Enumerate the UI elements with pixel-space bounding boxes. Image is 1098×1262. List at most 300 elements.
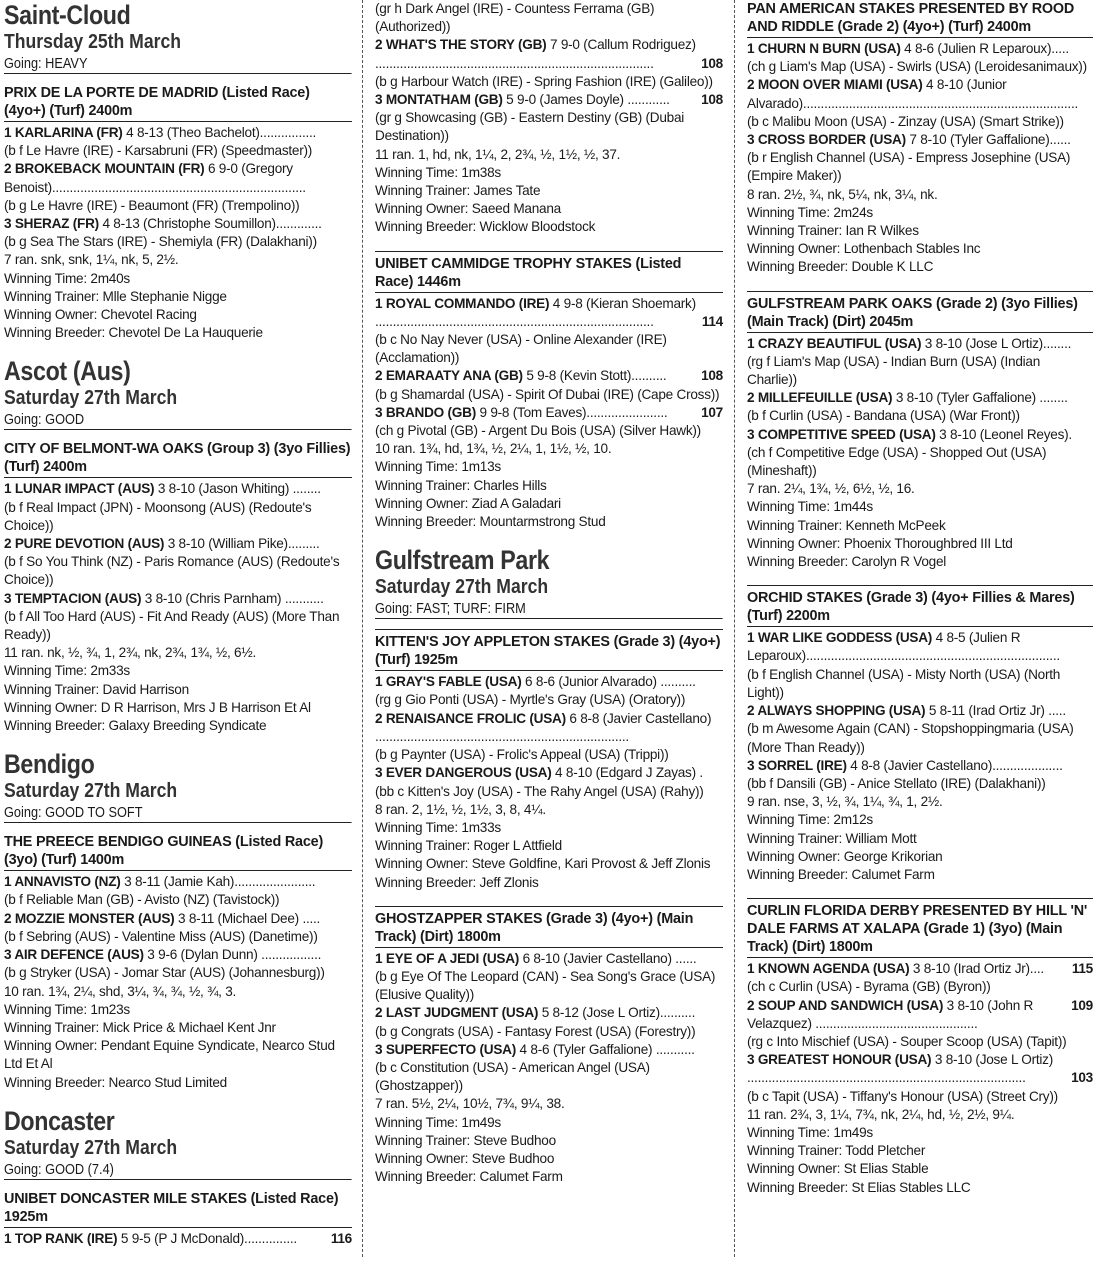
result-line bbox=[375, 1095, 723, 1113]
result-line bbox=[4, 324, 352, 342]
race-title: GHOSTZAPPER STAKES (Grade 3) (4yo+) (Main Track) (Dirt) 1800m bbox=[375, 906, 723, 948]
result-line bbox=[375, 109, 723, 145]
race-title: CITY OF BELMONT-WA OAKS (Group 3) (3yo Fillies) (Turf) 2400m bbox=[4, 440, 352, 478]
result-text: 8 ran. 2, 1½, ½, 1½, 3, 8, 4¼. bbox=[375, 801, 546, 817]
result-line bbox=[4, 964, 352, 982]
result-line bbox=[747, 1106, 1093, 1124]
result-text: Winning Time: 1m38s bbox=[375, 164, 501, 180]
result-text: 4 8-5 (Julien R Leparoux)........................................................................ bbox=[747, 630, 1060, 664]
result-text: 3 8-10 (Jose L Ortiz) bbox=[931, 1052, 1053, 1068]
race-result bbox=[375, 0, 723, 237]
horse-name: 2 RENAISANCE FROLIC (USA) bbox=[375, 710, 566, 726]
result-line bbox=[747, 1179, 1093, 1197]
result-text: Winning Owner: Saeed Manana bbox=[375, 201, 561, 217]
finisher-line bbox=[375, 764, 723, 782]
result-text: 6 8-6 (Junior Alvarado) .......... bbox=[521, 674, 696, 690]
result-line bbox=[375, 73, 723, 91]
race-result bbox=[4, 84, 352, 342]
venue-name: Ascot (Aus) bbox=[4, 356, 131, 387]
race-title: UNIBET CAMMIDGE TROPHY STAKES (Listed Race) 1446m bbox=[375, 251, 723, 293]
result-line bbox=[375, 422, 723, 440]
result-line bbox=[747, 407, 1093, 425]
horse-name: 1 CHURN N BURN (USA) bbox=[747, 41, 901, 56]
result-line bbox=[747, 113, 1093, 131]
meeting-date: Saturday 27th March bbox=[375, 576, 549, 599]
horse-name: 1 GRAY'S FABLE (USA) bbox=[375, 674, 522, 690]
finisher-line bbox=[747, 997, 1093, 1033]
result-line bbox=[375, 164, 723, 182]
result-line bbox=[4, 142, 352, 160]
result-text: 6 9-0 (Gregory Benoist)........................................................................ bbox=[4, 161, 306, 195]
going-label: Going: GOOD TO SOFT bbox=[4, 803, 352, 823]
finisher-line bbox=[4, 946, 352, 964]
result-line bbox=[375, 1114, 723, 1132]
result-line bbox=[375, 218, 723, 236]
result-text: (ch g Pivotal (GB) - Argent Du Bois (USA) (Silver Hawk)) bbox=[375, 423, 701, 439]
result-text: Winning Breeder: Calumet Farm bbox=[375, 1169, 563, 1185]
result-line bbox=[375, 1150, 723, 1168]
finisher-line bbox=[4, 215, 352, 233]
result-text: 7 8-10 (Tyler Gaffalione)...... bbox=[905, 132, 1071, 148]
horse-name: 3 AIR DEFENCE (AUS) bbox=[4, 947, 144, 963]
finisher-line bbox=[4, 480, 352, 498]
result-line bbox=[747, 1088, 1093, 1106]
result-text: (b g Paynter (USA) - Frolic's Appeal (USA) (Trippi)) bbox=[375, 747, 669, 763]
rating-value: 109 bbox=[1071, 997, 1093, 1013]
result-text: Winning Owner: Phoenix Thoroughbred III Ltd bbox=[747, 535, 1013, 551]
result-line bbox=[375, 691, 723, 709]
result-text: (b g Harbour Watch (IRE) - Spring Fashion (IRE) (Galileo)) bbox=[375, 73, 713, 89]
race-result bbox=[747, 291, 1093, 572]
horse-name: 1 LUNAR IMPACT (AUS) bbox=[4, 481, 155, 497]
result-text: (b g Sea The Stars (IRE) - Shemiyla (FR) (Dalakhani)) bbox=[4, 234, 317, 250]
result-text: Winning Time: 1m49s bbox=[375, 1114, 501, 1130]
result-text: (rg c Into Mischief (USA) - Souper Scoop (USA) (Tapit)) bbox=[747, 1033, 1067, 1049]
result-line bbox=[375, 0, 723, 36]
result-text: 11 ran. 1, hd, nk, 1¼, 2, 2¾, ½, 1½, ½, 37. bbox=[375, 146, 621, 162]
race-result bbox=[4, 440, 352, 735]
rating-value: 108 bbox=[701, 55, 723, 71]
finisher-line bbox=[375, 404, 723, 422]
result-line bbox=[747, 848, 1093, 866]
result-text: (ch f Competitive Edge (USA) - Shopped Out (USA) (Mineshaft)) bbox=[747, 444, 1047, 479]
result-text: (bb f Dansili (GB) - Anice Stellato (IRE) (Dalakhani)) bbox=[747, 775, 1046, 791]
result-line bbox=[747, 720, 1093, 756]
result-text: Winning Breeder: Jeff Zlonis bbox=[375, 874, 539, 890]
meeting-header bbox=[375, 545, 723, 619]
result-line bbox=[4, 306, 352, 324]
race-title: PRIX DE LA PORTE DE MADRID (Listed Race) (4yo+) (Turf) 2400m bbox=[4, 84, 352, 122]
horse-name: 3 EVER DANGEROUS (USA) bbox=[375, 765, 552, 781]
race-result bbox=[747, 898, 1093, 1197]
result-text: 3 8-10 (John R Velazquez) .............................................. bbox=[747, 997, 1034, 1031]
result-line bbox=[747, 666, 1093, 702]
result-text: Winning Owner: Steve Goldfine, Kari Provost & Jeff Zlonis bbox=[375, 856, 711, 872]
result-text: 3 8-10 (Irad Ortiz Jr).... bbox=[909, 961, 1044, 977]
race-title: GULFSTREAM PARK OAKS (Grade 2) (3yo Fillies) (Main Track) (Dirt) 2045m bbox=[747, 291, 1093, 333]
horse-name: 1 CRAZY BEAUTIFUL (USA) bbox=[747, 335, 922, 351]
result-line bbox=[375, 55, 723, 73]
result-text: Winning Trainer: Ian R Wilkes bbox=[747, 223, 919, 239]
result-text: (b g Stryker (USA) - Jomar Star (AUS) (Johannesburg)) bbox=[4, 965, 325, 981]
meeting-date: Thursday 25th March bbox=[4, 31, 182, 53]
result-line bbox=[375, 440, 723, 458]
result-text: Winning Owner: George Krikorian bbox=[747, 848, 943, 864]
result-line bbox=[747, 258, 1093, 276]
result-text: Winning Time: 2m40s bbox=[4, 270, 130, 286]
result-text: Winning Owner: St Elias Stable bbox=[747, 1161, 929, 1177]
result-line bbox=[747, 222, 1093, 240]
horse-name: 2 ALWAYS SHOPPING (USA) bbox=[747, 703, 926, 719]
meeting-header bbox=[4, 0, 352, 74]
result-text: Winning Trainer: Charles Hills bbox=[375, 477, 547, 493]
result-line bbox=[375, 783, 723, 801]
horse-name: 1 WAR LIKE GODDESS (USA) bbox=[747, 630, 933, 646]
results-column-2 bbox=[375, 0, 723, 1200]
horse-name: 2 MOON OVER MIAMI (USA) bbox=[747, 77, 923, 93]
result-text: ............................................................................... bbox=[747, 1070, 1026, 1086]
horse-name: 1 EYE OF A JEDI (USA) bbox=[375, 950, 520, 966]
result-text: (b f All Too Hard (AUS) - Fit And Ready (AUS) (More Than Ready)) bbox=[4, 608, 340, 643]
result-line bbox=[375, 1059, 723, 1095]
result-line bbox=[375, 968, 723, 1004]
result-line bbox=[4, 681, 352, 699]
result-line bbox=[375, 837, 723, 855]
result-line bbox=[4, 1001, 352, 1019]
result-line bbox=[747, 204, 1093, 222]
result-text: 8 ran. 2½, ¾, nk, 5¼, nk, 3¼, nk. bbox=[747, 186, 938, 202]
finisher-line bbox=[375, 36, 723, 54]
result-text: 5 9-8 (Kevin Stott).......... bbox=[522, 368, 667, 384]
result-text: (ch c Curlin (USA) - Byrama (GB) (Byron)) bbox=[747, 979, 991, 995]
result-text: Winning Trainer: Mick Price & Michael Kent Jnr bbox=[4, 1019, 276, 1035]
result-text: Winning Breeder: Galaxy Breeding Syndicate bbox=[4, 718, 267, 734]
result-text: 3 8-10 (Chris Parnham) ........... bbox=[141, 590, 324, 606]
result-text: 9 ran. nse, 3, ½, ¾, 1¼, ¾, 1, 2½. bbox=[747, 794, 943, 810]
horse-name: 2 SOUP AND SANDWICH (USA) bbox=[747, 997, 944, 1013]
result-line bbox=[747, 240, 1093, 258]
result-text: Winning Time: 2m12s bbox=[747, 812, 873, 828]
meeting-header bbox=[4, 749, 352, 823]
result-text: (b f Real Impact (JPN) - Moonsong (AUS) (Redoute's Choice)) bbox=[4, 499, 312, 533]
result-line bbox=[375, 513, 723, 531]
result-text: Winning Owner: Ziad A Galadari bbox=[375, 495, 561, 511]
result-text: (b c Malibu Moon (USA) - Zinzay (USA) (Smart Strike)) bbox=[747, 113, 1064, 129]
result-text: 4 8-13 (Christophe Soumillon)............. bbox=[98, 216, 322, 232]
horse-name: 2 LAST JUDGMENT (USA) bbox=[375, 1005, 539, 1021]
race-result bbox=[747, 585, 1093, 884]
horse-name: 2 BROKEBACK MOUNTAIN (FR) bbox=[4, 161, 205, 177]
horse-name: 3 COMPETITIVE SPEED (USA) bbox=[747, 426, 936, 442]
finisher-line bbox=[375, 673, 723, 691]
result-line bbox=[4, 1037, 352, 1073]
result-text: Winning Breeder: Wicklow Bloodstock bbox=[375, 219, 596, 235]
race-result bbox=[375, 251, 723, 532]
result-line bbox=[747, 1142, 1093, 1160]
rating-value: 108 bbox=[701, 92, 723, 108]
meeting-date: Saturday 27th March bbox=[4, 780, 178, 803]
finisher-line bbox=[4, 160, 352, 196]
finisher-line bbox=[747, 335, 1093, 353]
result-line bbox=[4, 233, 352, 251]
result-text: Winning Breeder: Carolyn R Vogel bbox=[747, 554, 947, 570]
result-text: Winning Trainer: Roger L Attfield bbox=[375, 838, 562, 854]
result-text: Winning Trainer: Mlle Stephanie Nigge bbox=[4, 288, 227, 304]
result-text: 9 9-8 (Tom Eaves)....................... bbox=[475, 404, 668, 420]
result-line bbox=[375, 1168, 723, 1186]
result-line bbox=[4, 891, 352, 909]
result-text: 3 8-10 (Leonel Reyes). bbox=[935, 426, 1072, 442]
result-line bbox=[747, 58, 1093, 76]
race-title: KITTEN'S JOY APPLETON STAKES (Grade 3) (4yo+) (Turf) 1925m bbox=[375, 629, 723, 671]
result-line bbox=[747, 535, 1093, 553]
result-text: 5 8-11 (Irad Ortiz Jr) ..... bbox=[925, 703, 1066, 719]
result-text: (b c No Nay Never (USA) - Online Alexander (IRE) (Acclamation)) bbox=[375, 332, 667, 366]
result-line bbox=[4, 288, 352, 306]
meeting-date: Saturday 27th March bbox=[4, 1136, 178, 1159]
result-text: 7 ran. 2¼, 1¾, ½, 6½, ½, 16. bbox=[747, 481, 915, 497]
result-text: 5 9-0 (James Doyle) ............ bbox=[502, 92, 670, 108]
result-text: ............................................................................... bbox=[375, 313, 654, 329]
result-line bbox=[4, 270, 352, 288]
result-text: Winning Breeder: Double K LLC bbox=[747, 259, 934, 275]
result-line bbox=[4, 251, 352, 269]
finisher-line bbox=[375, 950, 723, 968]
result-text: 10 ran. 1¾, hd, 1¾, ½, 2¼, 1, 1½, ½, 10. bbox=[375, 441, 612, 457]
going-label: Going: FAST; TURF: FIRM bbox=[375, 599, 723, 619]
result-text: Winning Trainer: Todd Pletcher bbox=[747, 1143, 926, 1159]
result-line bbox=[4, 553, 352, 589]
result-line bbox=[375, 200, 723, 218]
result-line bbox=[375, 386, 723, 404]
finisher-line bbox=[747, 757, 1093, 775]
result-text: (b f English Channel (USA) - Misty North (USA) (North Light)) bbox=[747, 666, 1061, 700]
result-text: 11 ran. 2¾, 3, 1¼, 7¾, nk, 2¼, hd, ½, 2½, 9¼. bbox=[747, 1106, 1015, 1122]
result-text: (gr g Showcasing (GB) - Eastern Destiny (GB) (Dubai Destination)) bbox=[375, 110, 685, 144]
result-line bbox=[4, 499, 352, 535]
horse-name: 3 SORREL (IRE) bbox=[747, 757, 847, 773]
horse-name: 1 KARLARINA (FR) bbox=[4, 125, 123, 140]
result-line bbox=[375, 801, 723, 819]
rating-value: 108 bbox=[701, 368, 723, 384]
result-line bbox=[375, 146, 723, 164]
result-line bbox=[375, 313, 723, 331]
result-text: Winning Time: 1m23s bbox=[4, 1001, 130, 1017]
result-text: Winning Time: 2m24s bbox=[747, 204, 873, 220]
result-line bbox=[747, 978, 1093, 996]
meeting-date: Saturday 27th March bbox=[4, 387, 178, 410]
result-text: Winning Owner: Lothenbach Stables Inc bbox=[747, 241, 981, 257]
going-label: Going: GOOD (7.4) bbox=[4, 1160, 352, 1180]
result-text: Winning Owner: Steve Budhoo bbox=[375, 1150, 555, 1166]
result-text: 3 8-11 (Jamie Kah)....................... bbox=[120, 874, 316, 890]
result-line bbox=[747, 353, 1093, 389]
meeting-header bbox=[4, 356, 352, 430]
result-text: 7 ran. 5½, 2¼, 10½, 7¾, 9¼, 38. bbox=[375, 1096, 565, 1112]
result-line bbox=[4, 662, 352, 680]
finisher-line bbox=[375, 295, 723, 313]
result-text: Winning Breeder: Nearco Stud Limited bbox=[4, 1074, 227, 1090]
horse-name: 1 KNOWN AGENDA (USA) bbox=[747, 961, 910, 977]
finisher-line bbox=[375, 1004, 723, 1022]
result-text: (b g Eye Of The Leopard (CAN) - Sea Song's Grace (USA) (Elusive Quality)) bbox=[375, 968, 716, 1003]
finisher-line bbox=[747, 389, 1093, 407]
result-line bbox=[747, 775, 1093, 793]
venue-name: Bendigo bbox=[4, 749, 95, 780]
result-text: 4 8-13 (Theo Bachelot)................ bbox=[122, 125, 317, 140]
result-text: Winning Time: 1m44s bbox=[747, 499, 873, 515]
finisher-line bbox=[747, 1051, 1093, 1069]
result-text: (b g Shamardal (USA) - Spirit Of Dubai (IRE) (Cape Cross)) bbox=[375, 386, 720, 402]
rating-value: 114 bbox=[701, 313, 723, 329]
horse-name: 3 TEMPTACION (AUS) bbox=[4, 590, 142, 606]
result-text: (ch g Liam's Map (USA) - Swirls (USA) (Leroidesanimaux)) bbox=[747, 59, 1087, 75]
result-text: Winning Time: 1m33s bbox=[375, 819, 501, 835]
finisher-line bbox=[375, 91, 723, 109]
result-text: (b f Le Havre (IRE) - Karsabruni (FR) (Speedmaster)) bbox=[4, 143, 313, 159]
horse-name: 3 MONTATHAM (GB) bbox=[375, 92, 503, 108]
result-text: (rg g Gio Ponti (USA) - Myrtle's Gray (USA) (Oratory)) bbox=[375, 692, 686, 708]
result-line bbox=[747, 186, 1093, 204]
result-text: Winning Trainer: Steve Budhoo bbox=[375, 1132, 556, 1148]
result-text: (b f Curlin (USA) - Bandana (USA) (War Front)) bbox=[747, 408, 1020, 424]
result-text: 10 ran. 1¾, 2¼, shd, 3¼, ¾, ¾, ½, ¾, 3. bbox=[4, 983, 237, 999]
result-text: (b g Le Havre (IRE) - Beaumont (FR) (Trempolino)) bbox=[4, 197, 300, 213]
result-text: (gr h Dark Angel (IRE) - Countess Ferrama (GB) (Authorized)) bbox=[375, 1, 655, 35]
result-line bbox=[375, 182, 723, 200]
result-line bbox=[4, 644, 352, 662]
race-title: THE PREECE BENDIGO GUINEAS (Listed Race) (3yo) (Turf) 1400m bbox=[4, 833, 352, 871]
result-text: Winning Time: 1m49s bbox=[747, 1124, 873, 1140]
rating-value: 107 bbox=[701, 404, 723, 420]
result-text: 5 8-12 (Jose L Ortiz).......... bbox=[538, 1005, 696, 1021]
horse-name: 3 SUPERFECTO (USA) bbox=[375, 1041, 517, 1057]
finisher-line bbox=[747, 702, 1093, 720]
result-text: (b m Awesome Again (CAN) - Stopshoppingmaria (USA) (More Than Ready)) bbox=[747, 721, 1074, 755]
result-line bbox=[4, 1019, 352, 1037]
going-label: Going: HEAVY bbox=[4, 54, 352, 74]
result-line bbox=[747, 811, 1093, 829]
result-line bbox=[747, 480, 1093, 498]
column-divider bbox=[362, 0, 363, 1257]
finisher-line bbox=[4, 124, 352, 142]
horse-name: 3 BRANDO (GB) bbox=[375, 404, 476, 420]
result-text: 11 ran. nk, ½, ¾, 1, 2¾, nk, 2¾, 1¾, ½, 6½. bbox=[4, 645, 256, 661]
finisher-line bbox=[747, 131, 1093, 149]
result-line bbox=[747, 830, 1093, 848]
rating-value: 116 bbox=[330, 1230, 352, 1246]
horse-name: 3 CROSS BORDER (USA) bbox=[747, 132, 906, 148]
result-text: 5 9-5 (P J McDonald)............... bbox=[117, 1230, 297, 1246]
result-text: 3 8-10 (Tyler Gaffalione) ........ bbox=[892, 390, 1068, 406]
result-line bbox=[375, 874, 723, 892]
result-text: Winning Breeder: St Elias Stables LLC bbox=[747, 1179, 971, 1195]
finisher-line bbox=[4, 535, 352, 553]
result-text: 4 8-8 (Javier Castellano).................... bbox=[846, 757, 1063, 773]
result-line bbox=[4, 983, 352, 1001]
result-text: (b f Sebring (AUS) - Valentine Miss (AUS) (Danetime)) bbox=[4, 928, 318, 944]
result-text: (b f Reliable Man (GB) - Avisto (NZ) (Tavistock)) bbox=[4, 892, 280, 908]
horse-name: 2 EMARAATY ANA (GB) bbox=[375, 368, 523, 384]
result-line bbox=[747, 498, 1093, 516]
horse-name: 2 MILLEFEUILLE (USA) bbox=[747, 390, 893, 406]
result-text: 3 8-10 (William Pike)......... bbox=[164, 536, 320, 552]
result-text: Winning Time: 1m13s bbox=[375, 459, 501, 475]
finisher-line bbox=[375, 367, 723, 385]
race-result bbox=[4, 833, 352, 1091]
horse-name: 2 PURE DEVOTION (AUS) bbox=[4, 536, 165, 552]
result-text: (bb c Kitten's Joy (USA) - The Rahy Angel (USA) (Rahy)) bbox=[375, 783, 704, 799]
result-text: Winning Breeder: Chevotel De La Hauquerie bbox=[4, 325, 263, 341]
finisher-line bbox=[747, 426, 1093, 444]
finisher-line bbox=[4, 873, 352, 891]
result-text: Winning Owner: D R Harrison, Mrs J B Harrison Et Al bbox=[4, 699, 311, 715]
race-result bbox=[4, 1190, 352, 1248]
result-text: (b r English Channel (USA) - Empress Josephine (USA) (Empire Maker)) bbox=[747, 150, 1071, 184]
result-text: Winning Breeder: Mountarmstrong Stud bbox=[375, 514, 606, 530]
horse-name: 1 ROYAL COMMANDO (IRE) bbox=[375, 295, 550, 311]
result-text: 3 8-10 (Jose L Ortiz)........ bbox=[921, 335, 1072, 351]
horse-name: 1 TOP RANK (IRE) bbox=[4, 1230, 118, 1246]
going-label: Going: GOOD bbox=[4, 410, 352, 430]
race-title: CURLIN FLORIDA DERBY PRESENTED BY HILL 'N' DALE FARMS AT XALAPA (Grade 1) (3yo) (Main Track) (Dirt) 1800m bbox=[747, 898, 1093, 958]
result-line bbox=[375, 1132, 723, 1150]
result-text: 7 9-0 (Callum Rodriguez) bbox=[546, 37, 696, 53]
result-text: Winning Trainer: Kenneth McPeek bbox=[747, 517, 946, 533]
race-title: UNIBET DONCASTER MILE STAKES (Listed Race) 1925m bbox=[4, 1190, 352, 1228]
result-line bbox=[747, 866, 1093, 884]
race-result bbox=[375, 629, 723, 891]
result-line bbox=[375, 331, 723, 367]
result-line bbox=[375, 1023, 723, 1041]
result-text: 4 8-6 (Tyler Gaffalione) ........... bbox=[516, 1041, 695, 1057]
meeting-header bbox=[4, 1106, 352, 1180]
finisher-line bbox=[375, 1041, 723, 1059]
venue-name: Doncaster bbox=[4, 1105, 115, 1136]
results-column-1 bbox=[4, 0, 352, 1262]
result-line bbox=[4, 928, 352, 946]
result-line bbox=[747, 149, 1093, 185]
result-line bbox=[4, 608, 352, 644]
result-text: 6 8-8 (Javier Castellano) ........................................................................ bbox=[375, 710, 712, 744]
result-text: 3 8-10 (Jason Whiting) ........ bbox=[154, 481, 321, 497]
finisher-line bbox=[747, 629, 1093, 665]
result-line bbox=[747, 517, 1093, 535]
result-text: (b c Constitution (USA) - American Angel (USA) (Ghostzapper)) bbox=[375, 1059, 650, 1094]
horse-name: 1 ANNAVISTO (NZ) bbox=[4, 874, 121, 890]
result-text: (b f So You Think (NZ) - Paris Romance (AUS) (Redoute's Choice)) bbox=[4, 554, 340, 588]
result-text: 4 8-10 (Junior Alvarado).............................................................................. bbox=[747, 77, 1079, 111]
result-text: Winning Trainer: William Mott bbox=[747, 830, 917, 846]
result-text: Winning Owner: Chevotel Racing bbox=[4, 307, 197, 323]
result-line bbox=[375, 495, 723, 513]
finisher-line bbox=[747, 960, 1093, 978]
result-line bbox=[375, 477, 723, 495]
venue-name: Saint-Cloud bbox=[4, 0, 131, 30]
result-text: (b c Tapit (USA) - Tiffany's Honour (USA) (Street Cry)) bbox=[747, 1088, 1058, 1104]
result-line bbox=[375, 855, 723, 873]
result-text: Winning Breeder: Calumet Farm bbox=[747, 866, 935, 882]
venue-name: Gulfstream Park bbox=[375, 545, 550, 576]
finisher-line bbox=[4, 1230, 352, 1248]
result-line bbox=[4, 1074, 352, 1092]
horse-name: 3 SHERAZ (FR) bbox=[4, 216, 99, 232]
result-text: Winning Trainer: David Harrison bbox=[4, 681, 189, 697]
result-text: ............................................................................... bbox=[375, 55, 654, 71]
result-text: 6 8-10 (Javier Castellano) ...... bbox=[519, 950, 697, 966]
race-result bbox=[747, 0, 1093, 277]
horse-name: 2 MOZZIE MONSTER (AUS) bbox=[4, 910, 175, 926]
